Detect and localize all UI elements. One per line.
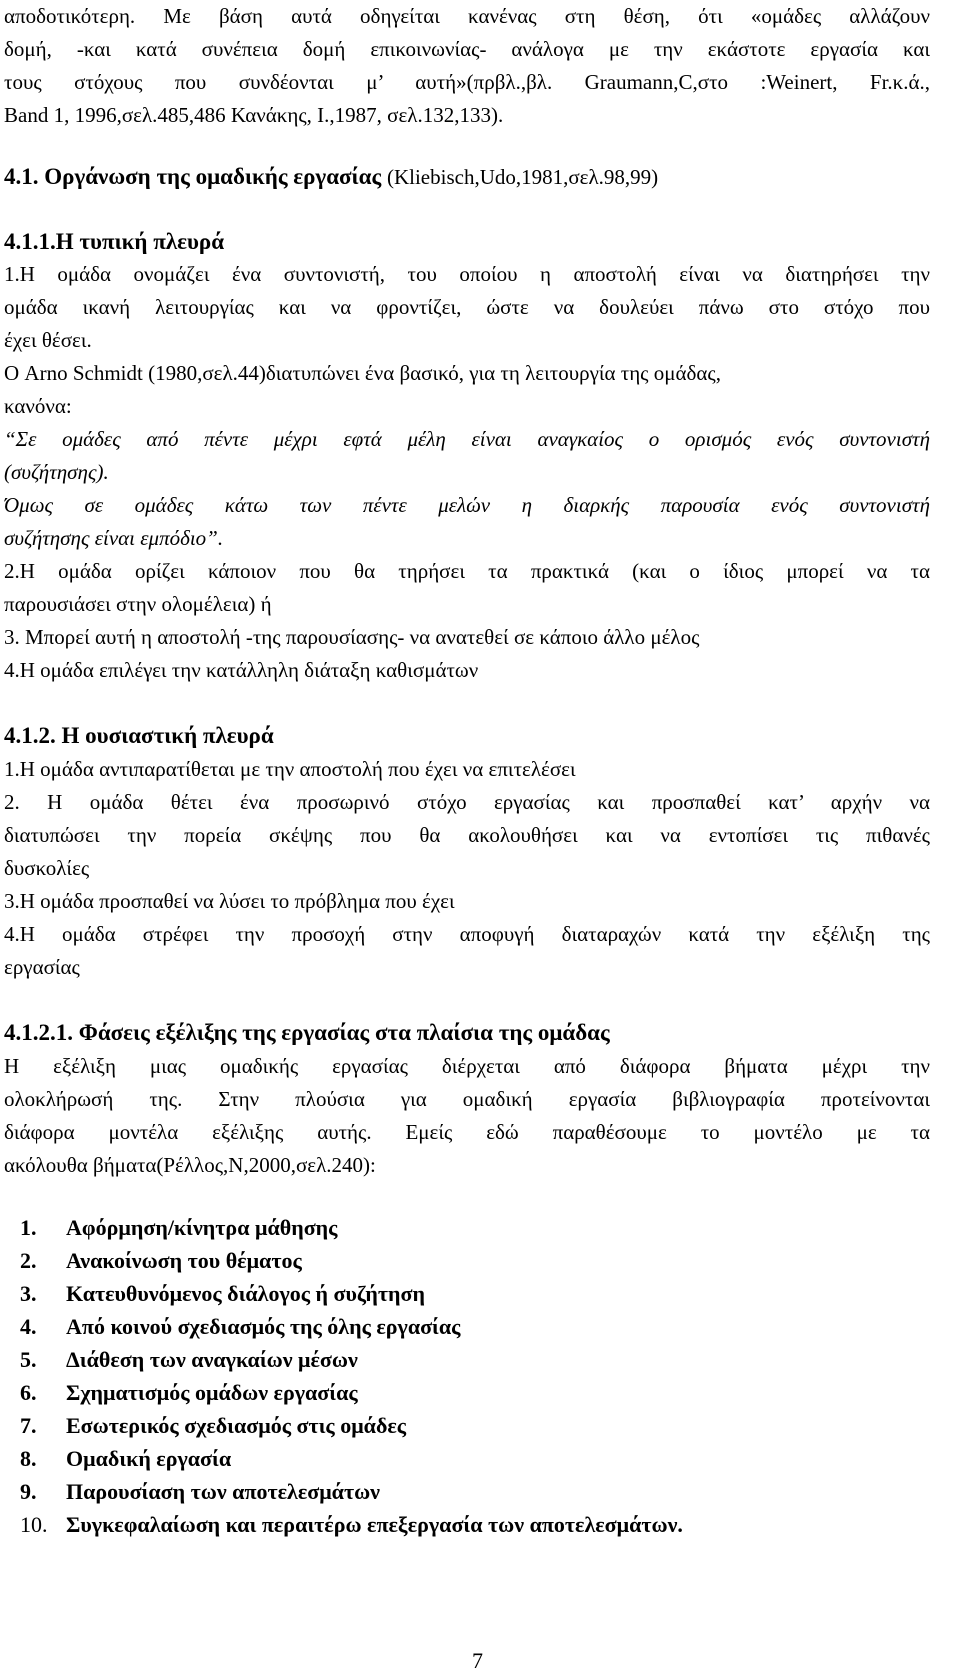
section-4-1-reference: (Kliebisch,Udo,1981,σελ.98,99): [386, 165, 659, 189]
quote-line-3: Όμως σε ομάδες κάτω των πέντε μελών η διαρκής παρουσία ενός συντονιστή: [4, 493, 930, 517]
essential-line-2: 2. Η ομάδα θέτει ένα προσωρινό στόχο εργασίας και προσπαθεί κατ’ αρχήν να: [4, 790, 930, 814]
quote-line-2: (συζήτησης).: [4, 460, 109, 484]
list-item: 1. Αφόρμηση/κίνητρα μάθησης: [20, 1215, 338, 1240]
section-4-1-2-1-heading: 4.1.2.1. Φάσεις εξέλιξης της εργασίας στα πλαίσια της ομάδας: [4, 1020, 610, 1045]
formal-line-6: 2.Η ομάδα ορίζει κάποιον που θα τηρήσει τα πρακτικά (και ο ίδιος μπορεί να τα: [4, 559, 930, 583]
intro-line-3: τους στόχους που συνδέονται μ’ αυτή»(πρβλ.,βλ. Graumann,C,στο :Weinert, Fr.κ.ά.,: [4, 70, 930, 94]
list-item: 2. Ανακοίνωση του θέματος: [20, 1248, 302, 1273]
list-item: 6. Σχηματισμός ομάδων εργασίας: [20, 1380, 358, 1405]
intro-line-2: δομή, -και κατά συνέπεια δομή επικοινωνίας- ανάλογα με την εκάστοτε εργασία και: [4, 37, 930, 61]
formal-line-7: παρουσιάσει στην ολομέλεια) ή: [4, 592, 272, 616]
list-item: 7. Εσωτερικός σχεδιασμός στις ομάδες: [20, 1413, 407, 1438]
essential-line-4: δυσκολίες: [4, 856, 90, 880]
formal-line-8: 3. Μπορεί αυτή η αποστολή -της παρουσίασης- να ανατεθεί σε κάποιο άλλο μέλος: [4, 625, 700, 649]
formal-line-3: έχει θέσει.: [4, 328, 92, 352]
section-4-1-1-heading: 4.1.1.Η τυπική πλευρά: [4, 229, 225, 254]
intro-line-1: αποδοτικότερη. Με βάση αυτά οδηγείται κανένας στη θέση, ότι «ομάδες αλλάζουν: [4, 4, 930, 28]
section-4-1-2-heading: 4.1.2. Η ουσιαστική πλευρά: [4, 723, 274, 748]
essential-line-3: διατυπώσει την πορεία σκέψης που θα ακολουθήσει και να εντοπίσει τις πιθανές: [4, 823, 930, 847]
formal-line-9: 4.Η ομάδα επιλέγει την κατάλληλη διάταξη καθισμάτων: [4, 658, 479, 682]
list-item: 4. Από κοινού σχεδιασμός της όλης εργασίας: [20, 1314, 461, 1339]
formal-line-5: κανόνα:: [4, 394, 72, 418]
formal-line-4: Ο Arno Schmidt (1980,σελ.44)διατυπώνει ένα βασικό, για τη λειτουργία της ομάδας,: [4, 361, 721, 385]
phases-line-3: διάφορα μοντέλα εξέλιξης αυτής. Εμείς εδώ παραθέσουμε το μοντέλο με τα: [4, 1120, 930, 1144]
quote-line-1: “Σε ομάδες από πέντε μέχρι εφτά μέλη είναι αναγκαίος ο ορισμός ενός συντονιστή: [4, 427, 930, 451]
section-4-1-heading: [4, 161, 930, 193]
list-item: 10. Συγκεφαλαίωση και περαιτέρω επεξεργασία των αποτελεσμάτων.: [20, 1512, 683, 1537]
intro-line-4: Band 1, 1996,σελ.485,486 Κανάκης, Ι.,1987, σελ.132,133).: [4, 103, 504, 127]
quote-line-4: συζήτησης είναι εμπόδιο”.: [4, 526, 224, 550]
essential-line-5: 3.Η ομάδα προσπαθεί να λύσει το πρόβλημα που έχει: [4, 889, 455, 913]
page-number: 7: [472, 1648, 483, 1673]
phases-line-4: ακόλουθα βήματα(Ρέλλος,Ν,2000,σελ.240):: [4, 1153, 376, 1177]
list-item: 5. Διάθεση των αναγκαίων μέσων: [20, 1347, 358, 1372]
essential-line-7: εργασίας: [4, 955, 80, 979]
phases-line-2: ολοκλήρωσή της. Στην πλούσια για ομαδική εργασία βιβλιογραφία προτείνονται: [4, 1087, 930, 1111]
phases-line-1: Η εξέλιξη μιας ομαδικής εργασίας διέρχεται από διάφορα βήματα μέχρι την: [4, 1054, 930, 1078]
list-item: 9. Παρουσίαση των αποτελεσμάτων: [20, 1479, 381, 1504]
essential-line-1: 1.Η ομάδα αντιπαρατίθεται με την αποστολή που έχει να επιτελέσει: [4, 757, 576, 781]
section-4-1-title: 4.1. Οργάνωση της ομαδικής εργασίας: [4, 164, 382, 189]
formal-line-1: 1.Η ομάδα ονομάζει ένα συντονιστή, του οποίου η αποστολή είναι να διατηρήσει την: [4, 262, 930, 286]
formal-line-2: ομάδα ικανή λειτουργίας και να φροντίζει, ώστε να δουλεύει πάνω στο στόχο που: [4, 295, 930, 319]
list-item: 3. Κατευθυνόμενος διάλογος ή συζήτηση: [20, 1281, 425, 1306]
essential-line-6: 4.Η ομάδα στρέφει την προσοχή στην αποφυγή διαταραχών κατά την εξέλιξη της: [4, 922, 930, 946]
list-item: 8. Ομαδική εργασία: [20, 1446, 232, 1471]
